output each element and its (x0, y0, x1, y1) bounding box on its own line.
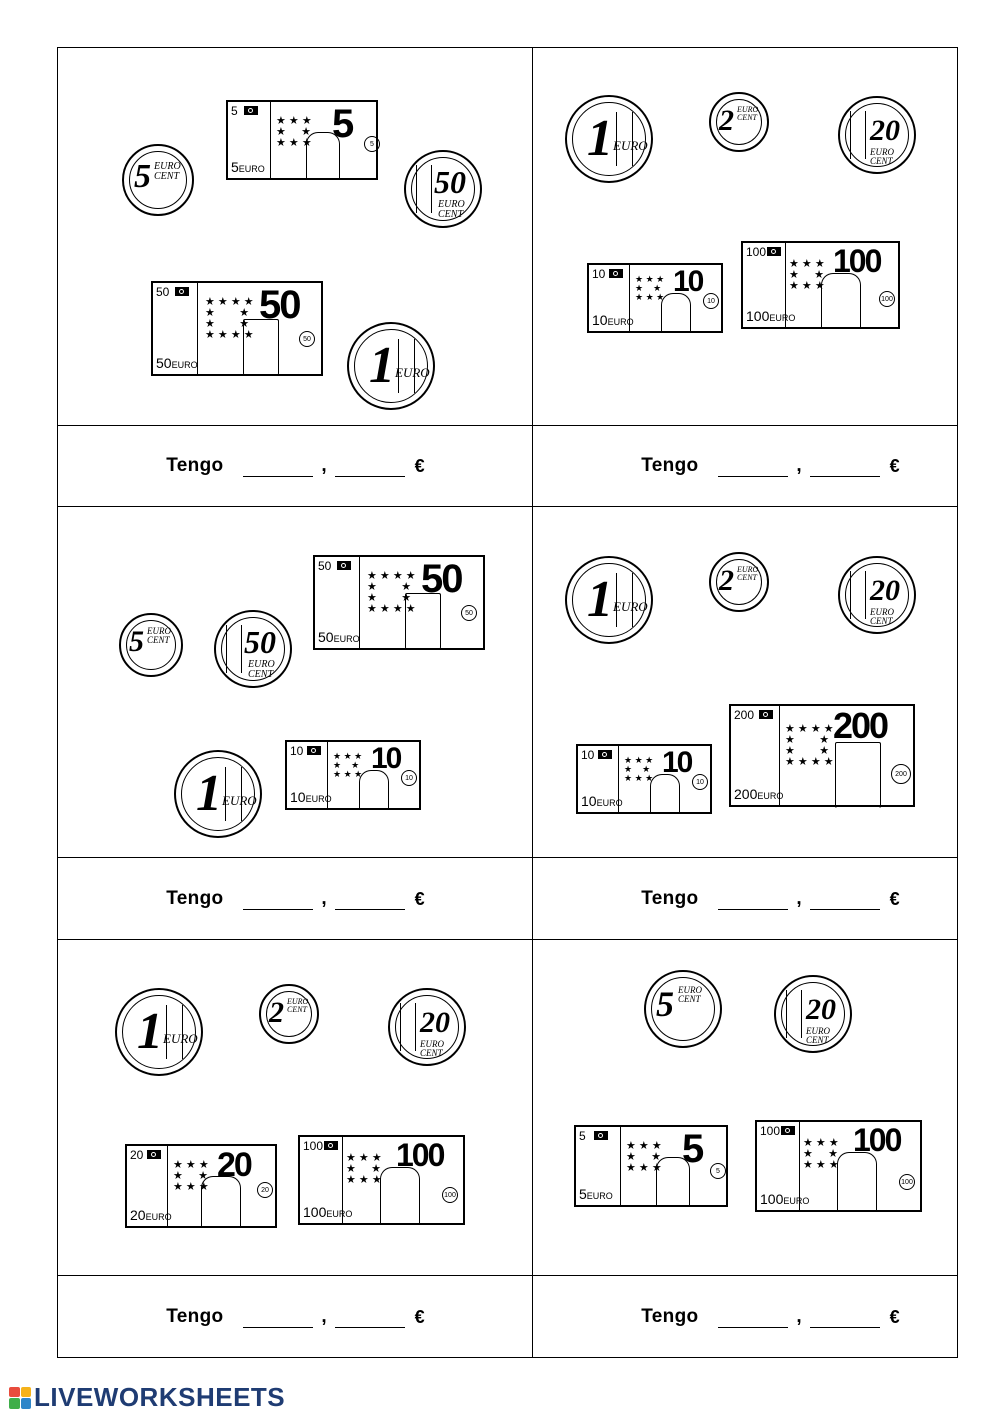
arch-icon (359, 770, 389, 810)
coin-50-cent: 50 EURO CENT (404, 150, 482, 228)
euros-input[interactable] (718, 456, 788, 477)
banknote-100: 100 ★ ★ ★ ★ ★ ★ ★ ★ 100 100 100EURO (741, 241, 900, 329)
euros-input[interactable] (243, 456, 313, 477)
coin-2-cent: 2 EURO CENT (259, 984, 319, 1044)
stars-icon: ★ ★ ★ ★ ★ ★ ★ ★ (789, 258, 825, 292)
cents-input[interactable] (810, 456, 880, 477)
banknote-5: 5 ★ ★ ★ ★ ★ ★ ★ ★ 5 5 5EURO (226, 100, 378, 180)
eu-flag-icon (307, 746, 321, 755)
door-icon (835, 742, 881, 808)
banknote-10: 10 ★ ★ ★ ★ ★ ★ ★ ★ 10 10 10EURO (285, 740, 421, 810)
stars-icon: ★ ★ ★ ★ ★ ★ ★ ★ (346, 1152, 382, 1186)
window-icon (405, 593, 441, 649)
eu-flag-icon (337, 561, 351, 570)
arch-icon (650, 774, 680, 814)
stars-icon: ★ ★ ★ ★ ★ ★ ★ ★ (624, 755, 654, 783)
banknote-100: 100 ★ ★ ★ ★ ★ ★ ★ ★ 100 100 100EURO (298, 1135, 465, 1225)
cents-input[interactable] (335, 1307, 405, 1328)
eu-flag-icon (598, 750, 612, 759)
row-divider (57, 857, 958, 858)
euros-input[interactable] (718, 1307, 788, 1328)
liveworksheets-logo (9, 1382, 285, 1413)
stars-icon: ★ ★ ★ ★ ★ ★ ★ ★ (173, 1159, 209, 1193)
stars-icon: ★ ★ ★ ★ ★ ★ ★ ★ (635, 274, 665, 302)
eu-flag-icon (175, 287, 189, 296)
coin-2-cent: 2 EURO CENT (709, 92, 769, 152)
banknote-200: 200 ★ ★ ★ ★ ★ ★ ★ ★ ★ ★ ★ ★ 200 200 200EURO (729, 704, 915, 807)
banknote-50: 50 ★ ★ ★ ★ ★ ★ ★ ★ ★ ★ ★ ★ 50 50 50EURO (151, 281, 323, 376)
stars-icon: ★ ★ ★ ★ ★ ★ ★ ★ (276, 115, 312, 149)
stars-icon: ★ ★ ★ ★ ★ ★ ★ ★ (803, 1137, 839, 1171)
answer-row: Tengo , € (641, 1306, 900, 1327)
coin-5-cent: 5 EURO CENT (644, 970, 722, 1048)
coin-20-cent: 20 EURO CENT (838, 556, 916, 634)
stars-icon: ★ ★ ★ ★ ★ ★ ★ ★ ★ ★ ★ ★ (785, 723, 834, 768)
answer-row: Tengo , € (166, 1306, 425, 1327)
stars-icon: ★ ★ ★ ★ ★ ★ ★ ★ (333, 751, 363, 779)
eu-flag-icon (147, 1150, 161, 1159)
coin-1-euro: 1 EURO (174, 750, 262, 838)
cents-input[interactable] (810, 1307, 880, 1328)
eu-flag-icon (781, 1126, 795, 1135)
answer-row: Tengo , € (641, 888, 900, 909)
row-divider (57, 939, 958, 940)
arch-icon (661, 293, 691, 333)
coin-5-cent: 5 EURO CENT (122, 144, 194, 216)
portico-icon (821, 273, 861, 329)
coin-5-cent: 5 EURO CENT (119, 613, 183, 677)
euros-input[interactable] (718, 889, 788, 910)
column-divider (532, 47, 533, 1358)
coin-50-cent: 50 EURO CENT (214, 610, 292, 688)
eu-flag-icon (324, 1141, 338, 1150)
banknote-50: 50 ★ ★ ★ ★ ★ ★ ★ ★ ★ ★ ★ ★ 50 50 50EURO (313, 555, 485, 650)
eu-flag-icon (609, 269, 623, 278)
eu-flag-icon (244, 106, 258, 115)
coin-1-euro: 1 EURO (565, 556, 653, 644)
euros-input[interactable] (243, 1307, 313, 1328)
answer-row: Tengo , € (166, 888, 425, 909)
banknote-100: 100 ★ ★ ★ ★ ★ ★ ★ ★ 100 100 100EURO (755, 1120, 922, 1212)
banknote-10: 10 ★ ★ ★ ★ ★ ★ ★ ★ 10 10 10EURO (576, 744, 712, 814)
answer-row: Tengo , € (641, 455, 900, 476)
coin-1-euro: 1 EURO (347, 322, 435, 410)
eu-flag-icon (594, 1131, 608, 1140)
eu-flag-icon (767, 247, 781, 256)
answer-row: Tengo , € (166, 455, 425, 476)
coin-20-cent: 20 EURO CENT (838, 96, 916, 174)
portico-icon (380, 1167, 420, 1225)
cents-input[interactable] (810, 889, 880, 910)
coin-1-euro: 1 EURO (565, 95, 653, 183)
banknote-10: 10 ★ ★ ★ ★ ★ ★ ★ ★ 10 10 10EURO (587, 263, 723, 333)
window-icon (243, 319, 279, 375)
logo-text: LIVEWORKSHEETS (34, 1382, 286, 1412)
coin-1-euro: 1 EURO (115, 988, 203, 1076)
coin-20-cent: 20 EURO CENT (774, 975, 852, 1053)
stars-icon: ★ ★ ★ ★ ★ ★ ★ ★ (626, 1140, 662, 1174)
coin-20-cent: 20 EURO CENT (388, 988, 466, 1066)
row-divider (57, 506, 958, 507)
row-divider (57, 1275, 958, 1276)
euros-input[interactable] (243, 889, 313, 910)
logo-icon (9, 1387, 31, 1409)
cents-input[interactable] (335, 889, 405, 910)
portico-icon (837, 1152, 877, 1212)
coin-2-cent: 2 EURO CENT (709, 552, 769, 612)
banknote-20: 20 ★ ★ ★ ★ ★ ★ ★ ★ 20 20 20EURO (125, 1144, 277, 1228)
cents-input[interactable] (335, 456, 405, 477)
stars-icon: ★ ★ ★ ★ ★ ★ ★ ★ ★ ★ ★ ★ (205, 296, 254, 341)
banknote-5: 5 ★ ★ ★ ★ ★ ★ ★ ★ 5 5 5EURO (574, 1125, 728, 1207)
eu-flag-icon (759, 710, 773, 719)
stars-icon: ★ ★ ★ ★ ★ ★ ★ ★ ★ ★ ★ ★ (367, 570, 416, 615)
